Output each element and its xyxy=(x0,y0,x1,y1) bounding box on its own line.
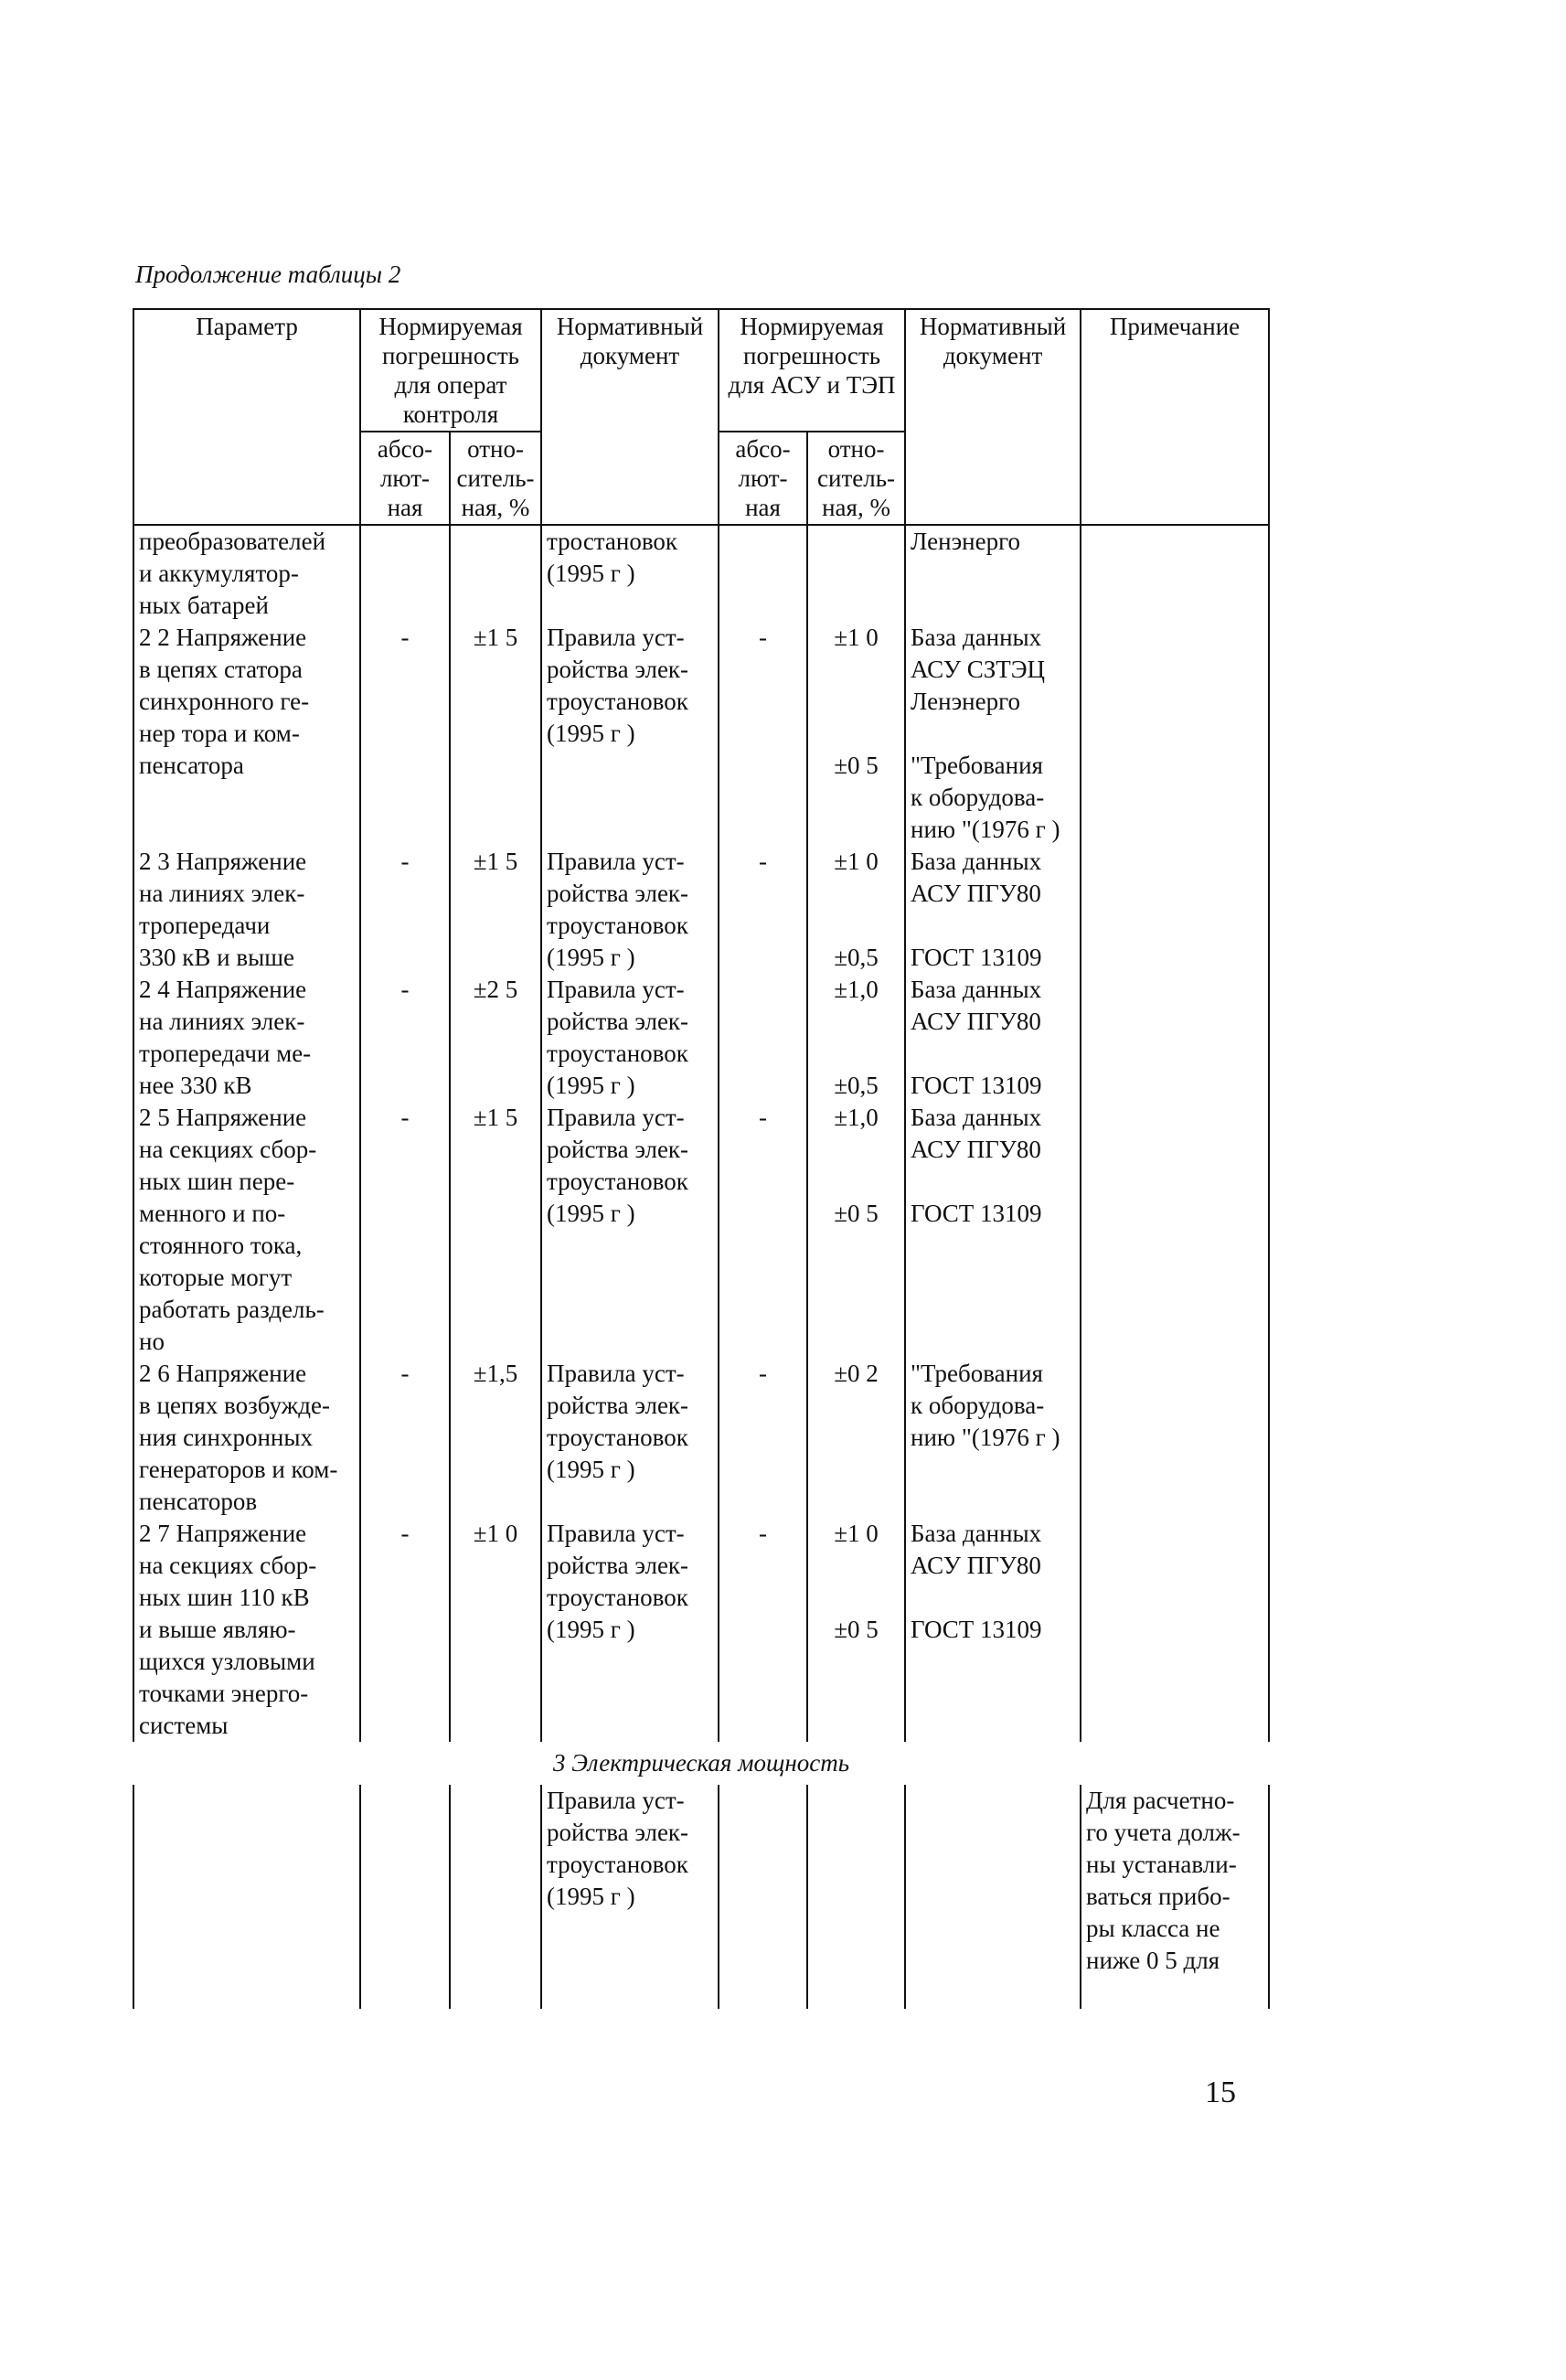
table-row xyxy=(133,846,1269,974)
cell-norm-doc-line: Правила уст- xyxy=(547,1360,685,1387)
cell-norm-doc-2-line: "Требования xyxy=(911,752,1043,779)
cell-rel-asu xyxy=(807,1358,905,1518)
cell-rel-oper xyxy=(450,1785,541,2009)
cell-norm-doc-2 xyxy=(905,525,1081,622)
cell-parameter-line: работать раздель- xyxy=(139,1296,325,1323)
cell-rel-asu-line xyxy=(813,1134,900,1166)
header-rel-2: отно-ситель-ная, % xyxy=(807,432,905,525)
cell-norm-doc xyxy=(541,525,719,622)
cell-abs-asu xyxy=(719,1518,807,1742)
cell-norm-doc-line: троустановок xyxy=(547,1040,688,1067)
cell-norm-doc-2-line xyxy=(911,910,1075,942)
table-row xyxy=(133,1785,1269,2009)
cell-parameter xyxy=(133,974,360,1102)
cell-abs-asu xyxy=(719,525,807,622)
cell-rel-asu xyxy=(807,1518,905,1742)
cell-abs-oper xyxy=(360,1358,450,1518)
cell-parameter-line: генераторов и ком- xyxy=(139,1456,338,1483)
cell-rel-oper-line: ±1 5 xyxy=(473,624,518,651)
cell-rel-asu-line xyxy=(813,1166,900,1198)
table-row xyxy=(133,1358,1269,1518)
cell-rel-oper-line: ±1 0 xyxy=(473,1520,518,1547)
cell-norm-doc-line: ройства элек- xyxy=(547,1819,689,1846)
cell-abs-oper-line: - xyxy=(400,624,410,651)
cell-norm-doc-line: троустановок xyxy=(547,1424,688,1451)
cell-note xyxy=(1081,1358,1269,1518)
cell-parameter-line: на секциях сбор- xyxy=(139,1136,317,1163)
cell-abs-asu-line: - xyxy=(759,1520,768,1547)
cell-parameter-line: 2 7 Напряжение xyxy=(139,1520,307,1547)
cell-norm-doc-2-line: АСУ ПГУ80 xyxy=(911,1552,1041,1579)
cell-norm-doc-2-line: АСУ ПГУ80 xyxy=(911,880,1041,907)
page-number: 15 xyxy=(1205,2076,1236,2109)
cell-abs-oper-line: - xyxy=(400,848,410,875)
cell-parameter-line: 2 5 Напряжение xyxy=(139,1104,307,1131)
cell-parameter-line: преобразователей xyxy=(139,528,326,555)
cell-note-line: ваться прибо- xyxy=(1086,1883,1230,1910)
table-row xyxy=(133,1102,1269,1358)
cell-parameter xyxy=(133,846,360,974)
cell-abs-asu xyxy=(719,1785,807,2009)
cell-parameter-line: щихся узловыми xyxy=(139,1648,315,1675)
cell-rel-oper xyxy=(450,846,541,974)
cell-parameter-line: на линиях элек- xyxy=(139,880,305,907)
cell-rel-asu-line: ±1 0 xyxy=(834,1520,879,1547)
table-caption: Продолжение таблицы 2 xyxy=(135,261,401,288)
cell-norm-doc-2 xyxy=(905,622,1081,846)
cell-parameter xyxy=(133,622,360,846)
cell-norm-doc-2-line xyxy=(911,1582,1075,1614)
cell-norm-doc-2-line: нию "(1976 г ) xyxy=(911,1424,1060,1451)
cell-parameter xyxy=(133,1358,360,1518)
cell-abs-oper-line: - xyxy=(400,1360,410,1387)
cell-parameter-line: нер тора и ком- xyxy=(139,720,300,747)
header-note: Примечание xyxy=(1081,309,1269,525)
cell-norm-doc-line: Правила уст- xyxy=(547,1787,685,1814)
cell-note-line: ниже 0 5 для xyxy=(1086,1947,1220,1974)
cell-note-line: го учета долж- xyxy=(1086,1819,1241,1846)
cell-rel-oper-line: ±2 5 xyxy=(473,976,518,1003)
cell-parameter-line: ния синхронных xyxy=(139,1424,313,1451)
cell-rel-asu xyxy=(807,846,905,974)
cell-norm-doc-line: (1995 г ) xyxy=(547,720,635,747)
cell-norm-doc-2-line xyxy=(911,1166,1075,1198)
cell-norm-doc-2-line: База данных xyxy=(911,976,1042,1003)
table-row xyxy=(133,525,1269,622)
cell-rel-asu-line xyxy=(813,718,900,750)
cell-abs-oper-line: - xyxy=(400,976,410,1003)
cell-norm-doc-2-line: База данных xyxy=(911,1104,1042,1131)
cell-parameter-line: ных шин пере- xyxy=(139,1168,295,1195)
cell-norm-doc-2 xyxy=(905,1102,1081,1358)
cell-norm-doc-line: ройства элек- xyxy=(547,1136,689,1163)
cell-rel-asu-line xyxy=(813,686,900,718)
cell-abs-asu xyxy=(719,1358,807,1518)
cell-parameter-line: пенсаторов xyxy=(139,1488,258,1515)
table-row xyxy=(133,1518,1269,1742)
header-abs-2: абсо-лют-ная xyxy=(719,432,807,525)
cell-norm-doc-line: Правила уст- xyxy=(547,976,685,1003)
cell-norm-doc-2 xyxy=(905,1518,1081,1742)
cell-parameter-line: нее 330 кВ xyxy=(139,1072,252,1099)
cell-norm-doc-line: Правила уст- xyxy=(547,624,685,651)
section-title: 3 Электрическая мощность xyxy=(553,1749,849,1777)
cell-norm-doc-2-line: нию "(1976 г ) xyxy=(911,816,1060,843)
cell-note xyxy=(1081,846,1269,974)
cell-norm-doc-line: (1995 г ) xyxy=(547,944,635,971)
cell-rel-asu-line: ±0,5 xyxy=(834,944,879,971)
cell-rel-asu-line: ±1 0 xyxy=(834,624,879,651)
table-body xyxy=(133,525,1269,2009)
cell-rel-asu-line xyxy=(813,878,900,910)
cell-note xyxy=(1081,525,1269,622)
cell-abs-asu-line: - xyxy=(759,1104,768,1131)
section-row xyxy=(133,1742,1269,1785)
cell-note-line: ры класса не xyxy=(1086,1915,1220,1942)
cell-parameter xyxy=(133,1785,360,2009)
data-table xyxy=(133,308,1270,2009)
cell-rel-oper xyxy=(450,1358,541,1518)
cell-abs-oper xyxy=(360,1785,450,2009)
cell-parameter-line: точками энерго- xyxy=(139,1680,309,1707)
cell-norm-doc-2-line: ГОСТ 13109 xyxy=(911,1072,1042,1099)
cell-abs-asu-line: - xyxy=(759,848,768,875)
cell-note-line: ны устанавли- xyxy=(1086,1851,1237,1878)
cell-parameter-line: менного и по- xyxy=(139,1200,286,1227)
cell-abs-oper xyxy=(360,525,450,622)
cell-norm-doc-line: (1995 г ) xyxy=(547,1456,635,1483)
cell-note xyxy=(1081,1102,1269,1358)
cell-norm-doc-line: троустановок xyxy=(547,688,688,715)
cell-norm-doc-line: (1995 г ) xyxy=(547,1883,635,1910)
table-header xyxy=(133,309,1269,525)
cell-parameter xyxy=(133,525,360,622)
cell-parameter-line: тропередачи ме- xyxy=(139,1040,312,1067)
cell-rel-asu-line: ±0 5 xyxy=(834,1616,879,1643)
cell-norm-doc-line: (1995 г ) xyxy=(547,1200,635,1227)
cell-abs-asu-line: - xyxy=(759,1360,768,1387)
cell-rel-asu xyxy=(807,1102,905,1358)
cell-abs-oper xyxy=(360,846,450,974)
cell-parameter-line: 330 кВ и выше xyxy=(139,944,294,971)
cell-abs-oper xyxy=(360,622,450,846)
cell-rel-oper xyxy=(450,974,541,1102)
cell-abs-asu xyxy=(719,974,807,1102)
cell-rel-asu xyxy=(807,622,905,846)
cell-norm-doc-line: Правила уст- xyxy=(547,1104,685,1131)
cell-rel-oper xyxy=(450,1102,541,1358)
cell-norm-doc-2-line: База данных xyxy=(911,624,1042,651)
cell-norm-doc-2-line: Ленэнерго xyxy=(911,528,1021,555)
cell-parameter-line: 2 3 Напряжение xyxy=(139,848,307,875)
cell-norm-doc-2-line: "Требования xyxy=(911,1360,1043,1387)
cell-norm-doc-2-line: к оборудова- xyxy=(911,1392,1045,1419)
cell-rel-asu-line xyxy=(813,654,900,686)
cell-note xyxy=(1081,974,1269,1102)
cell-rel-asu-line: ±0 5 xyxy=(834,1200,879,1227)
cell-norm-doc-line: (1995 г ) xyxy=(547,560,635,587)
cell-rel-asu-line: ±1 0 xyxy=(834,848,879,875)
cell-norm-doc-line: ройства элек- xyxy=(547,880,689,907)
cell-norm-doc xyxy=(541,974,719,1102)
cell-norm-doc-2 xyxy=(905,846,1081,974)
cell-parameter xyxy=(133,1102,360,1358)
cell-abs-asu xyxy=(719,622,807,846)
cell-norm-doc xyxy=(541,1518,719,1742)
cell-norm-doc-2-line: База данных xyxy=(911,1520,1042,1547)
header-oper-accuracy: Нормируемая погрешность для операт контроля xyxy=(360,309,541,432)
cell-norm-doc-2-line: ГОСТ 13109 xyxy=(911,1616,1042,1643)
cell-rel-oper-line: ±1 5 xyxy=(473,848,518,875)
cell-rel-asu xyxy=(807,525,905,622)
cell-note xyxy=(1081,622,1269,846)
cell-rel-asu-line xyxy=(813,1038,900,1070)
cell-note-line: Для расчетно- xyxy=(1086,1787,1235,1814)
cell-norm-doc-line: Правила уст- xyxy=(547,848,685,875)
cell-parameter-line: ных батарей xyxy=(139,592,269,619)
cell-norm-doc-line: троустановок xyxy=(547,1851,688,1878)
cell-parameter-line: 2 2 Напряжение xyxy=(139,624,307,651)
cell-norm-doc-line: (1995 г ) xyxy=(547,1072,635,1099)
cell-norm-doc-line: (1995 г ) xyxy=(547,1616,635,1643)
cell-norm-doc-line: ройства элек- xyxy=(547,1392,689,1419)
cell-norm-doc xyxy=(541,1102,719,1358)
cell-parameter-line: которые могут xyxy=(139,1264,293,1291)
cell-abs-oper-line: - xyxy=(400,1520,410,1547)
cell-parameter-line: тропередачи xyxy=(139,912,271,939)
cell-rel-asu-line: ±1,0 xyxy=(834,1104,879,1131)
cell-rel-asu-line: ±1,0 xyxy=(834,976,879,1003)
cell-rel-oper-line: ±1 5 xyxy=(473,1104,518,1131)
table-row xyxy=(133,622,1269,846)
cell-rel-asu-line: ±0 2 xyxy=(834,1360,879,1387)
cell-rel-oper xyxy=(450,622,541,846)
cell-norm-doc-line: троустановок xyxy=(547,912,688,939)
cell-parameter-line: 2 4 Напряжение xyxy=(139,976,307,1003)
header-norm-doc: Нормативный документ xyxy=(541,309,719,525)
cell-norm-doc-2-line: ГОСТ 13109 xyxy=(911,1200,1042,1227)
cell-norm-doc-2-line: ГОСТ 13109 xyxy=(911,944,1042,971)
cell-abs-asu xyxy=(719,846,807,974)
header-parameter: Параметр xyxy=(133,309,360,525)
cell-norm-doc-2-line: АСУ ПГУ80 xyxy=(911,1008,1041,1035)
cell-parameter-line: в цепях статора xyxy=(139,656,303,683)
cell-rel-asu xyxy=(807,974,905,1102)
cell-rel-asu-line xyxy=(813,1582,900,1614)
cell-rel-oper xyxy=(450,1518,541,1742)
cell-parameter-line: на секциях сбор- xyxy=(139,1552,317,1579)
cell-note xyxy=(1081,1518,1269,1742)
cell-parameter-line: стоянного тока, xyxy=(139,1232,303,1259)
cell-norm-doc-2-line: База данных xyxy=(911,848,1042,875)
cell-rel-asu-line xyxy=(813,1006,900,1038)
cell-abs-oper xyxy=(360,1518,450,1742)
table-row xyxy=(133,974,1269,1102)
cell-abs-oper xyxy=(360,1102,450,1358)
cell-norm-doc xyxy=(541,622,719,846)
cell-parameter-line: на линиях элек- xyxy=(139,1008,305,1035)
cell-parameter-line: в цепях возбужде- xyxy=(139,1392,330,1419)
cell-rel-oper-line: ±1,5 xyxy=(473,1360,518,1387)
cell-norm-doc xyxy=(541,1785,719,2009)
cell-norm-doc-2-line: Ленэнерго xyxy=(911,688,1021,715)
cell-norm-doc-line: троустановок xyxy=(547,1584,688,1611)
cell-parameter xyxy=(133,1518,360,1742)
cell-norm-doc xyxy=(541,1358,719,1518)
cell-rel-asu-line xyxy=(813,1550,900,1582)
cell-norm-doc-2 xyxy=(905,1785,1081,2009)
cell-rel-asu-line xyxy=(813,910,900,942)
cell-norm-doc-2-line: к оборудова- xyxy=(911,784,1045,811)
cell-rel-asu-line: ±0 5 xyxy=(834,752,879,779)
cell-abs-oper xyxy=(360,974,450,1102)
cell-norm-doc-2 xyxy=(905,1358,1081,1518)
cell-parameter-line: пенсатора xyxy=(139,752,244,779)
cell-norm-doc-line: ройства элек- xyxy=(547,656,689,683)
header-norm-doc-2: Нормативный документ xyxy=(905,309,1081,525)
header-rel: отно-ситель-ная, % xyxy=(450,432,541,525)
cell-norm-doc-2 xyxy=(905,974,1081,1102)
cell-norm-doc-line: Правила уст- xyxy=(547,1520,685,1547)
cell-parameter-line: и аккумулятор- xyxy=(139,560,299,587)
cell-parameter-line: но xyxy=(139,1328,165,1355)
cell-norm-doc xyxy=(541,846,719,974)
cell-norm-doc-2-line xyxy=(911,718,1075,750)
cell-parameter-line: синхронного ге- xyxy=(139,688,310,715)
cell-norm-doc-line: ройства элек- xyxy=(547,1552,689,1579)
cell-note xyxy=(1081,1785,1269,2009)
cell-norm-doc-2-line: АСУ ПГУ80 xyxy=(911,1136,1041,1163)
cell-norm-doc-line: тростановок xyxy=(547,528,678,555)
header-abs: абсо-лют-ная xyxy=(360,432,450,525)
cell-norm-doc-2-line: АСУ СЗТЭЦ xyxy=(911,656,1046,683)
cell-parameter-line: системы xyxy=(139,1712,229,1739)
cell-abs-asu xyxy=(719,1102,807,1358)
cell-abs-asu-line: - xyxy=(759,624,768,651)
cell-abs-oper-line: - xyxy=(400,1104,410,1131)
cell-rel-oper xyxy=(450,525,541,622)
header-asu-accuracy: Нормируемая погрешность для АСУ и ТЭП xyxy=(719,309,905,432)
cell-parameter-line: ных шин 110 кВ xyxy=(139,1584,310,1611)
cell-norm-doc-2-line xyxy=(911,1038,1075,1070)
cell-norm-doc-line: ройства элек- xyxy=(547,1008,689,1035)
cell-norm-doc-line: троустановок xyxy=(547,1168,688,1195)
cell-parameter-line: и выше являю- xyxy=(139,1616,296,1643)
cell-rel-asu-line: ±0,5 xyxy=(834,1072,879,1099)
cell-rel-asu xyxy=(807,1785,905,2009)
cell-parameter-line: 2 6 Напряжение xyxy=(139,1360,307,1387)
